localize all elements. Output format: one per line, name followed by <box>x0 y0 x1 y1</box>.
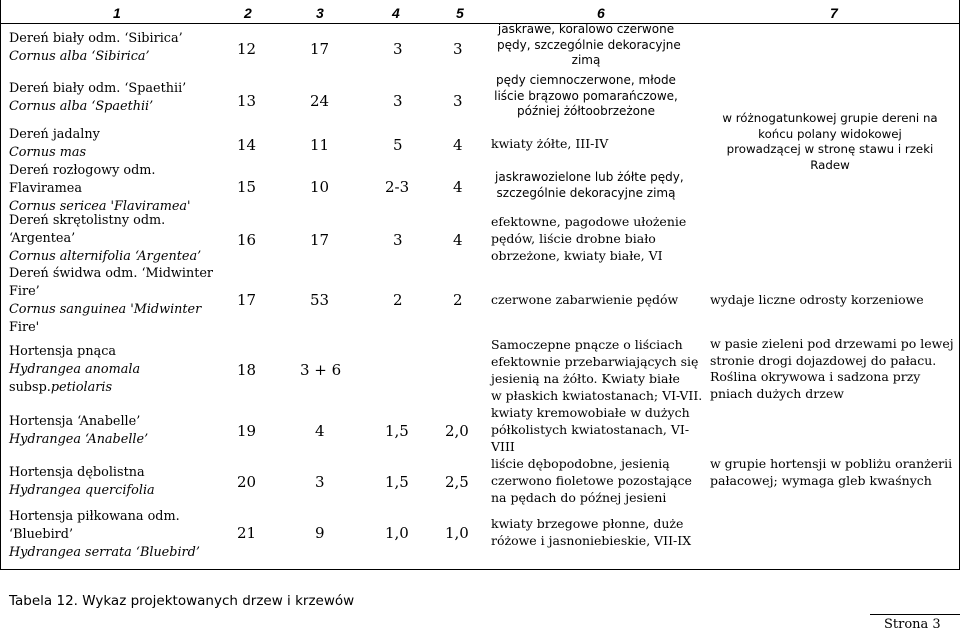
plant-name-pl: Hortensja dębolistna <box>9 465 145 480</box>
plant-location: stronie drogi dojazdowej do pałacu. <box>710 352 937 368</box>
header-col-4: 4 <box>392 5 400 21</box>
plant-location: końcu polany widokowej <box>758 126 902 141</box>
plant-description: liście dębopodobne, jesienią <box>491 456 670 471</box>
plant-name-pl: Dereń rozłogowy odm. <box>9 163 156 178</box>
plant-description: obrzeżone, kwiaty białe, VI <box>491 248 663 263</box>
table-border-left <box>0 0 1 570</box>
plant-description: efektownie przebarwiających się <box>491 354 699 369</box>
plant-description: pędy ciemnoczerwone, młode <box>496 73 676 87</box>
plant-count: 17 <box>310 40 330 58</box>
plant-name-pl: Fire’ <box>9 284 40 299</box>
plant-number: 18 <box>237 361 257 379</box>
plant-description: efektowne, pagodowe ułożenie <box>491 214 687 229</box>
table-caption <box>9 593 354 609</box>
plant-number: 14 <box>237 136 257 154</box>
plant-width: 2,0 <box>445 422 469 440</box>
plant-description: zimą <box>571 53 601 67</box>
footer-rule <box>870 614 960 615</box>
plant-description: pędów, liście drobne biało <box>491 231 656 246</box>
plant-name-pl: Dereń świdwa odm. ‘Midwinter <box>9 266 214 281</box>
plant-height: 3 <box>393 40 403 58</box>
plant-description: jaskrawe, koralowo czerwone <box>497 22 675 36</box>
plant-name-latin: subsp.petiolaris <box>9 380 113 395</box>
plant-location: w pasie zieleni pod drzewami po lewej <box>710 336 954 351</box>
plant-name-pl: ‘Argentea’ <box>9 231 76 246</box>
plant-description: kwiaty żółte, III-IV <box>491 136 609 151</box>
plant-number: 15 <box>237 178 257 196</box>
plant-count: 3 + 6 <box>300 361 342 379</box>
plant-description: liście brązowo pomarańczowe, <box>494 88 678 103</box>
plant-name-pl: Hortensja piłkowana odm. <box>9 509 180 524</box>
plant-height: 2 <box>393 291 403 309</box>
plant-name-pl: Hortensja pnąca <box>9 344 117 359</box>
plant-location: w grupie hortensji w pobliżu oranżerii <box>710 456 953 471</box>
plant-name-latin: Hydrangea serrata ‘Bluebird’ <box>9 545 200 560</box>
plant-name-latin: Cornus alba ‘Spaethii’ <box>9 99 154 114</box>
plant-name-pl: Dereń skrętolistny odm. <box>9 213 166 228</box>
header-col-5: 5 <box>456 5 464 21</box>
plant-name-pl: Flaviramea <box>9 181 83 196</box>
plant-location: prowadzącej w stronę stawu i rzeki <box>726 142 934 156</box>
plant-name-pl: Hortensja ‘Anabelle’ <box>9 414 141 429</box>
plant-count: 17 <box>310 231 330 249</box>
plant-description: półkolistych kwiatostanach, VI- <box>491 422 690 437</box>
plant-name-latin: Cornus sericea 'Flaviramea' <box>9 199 191 214</box>
plant-description: kwiaty brzegowe płonne, duże <box>491 516 684 531</box>
plant-description: różowe i jasnoniebieskie, VII-IX <box>491 533 692 548</box>
plant-description: później żółtoobrzeżone <box>516 104 656 118</box>
plant-number: 21 <box>237 524 257 542</box>
plant-location: Roślina okrywowa i sadzona przy <box>710 369 921 384</box>
plant-height: 1,0 <box>385 524 409 542</box>
plant-count: 4 <box>315 422 325 440</box>
plant-number: 17 <box>237 291 257 309</box>
header-rule <box>0 23 960 24</box>
plant-description: pędy, szczególnie dekoracyjne <box>497 37 681 52</box>
plant-description: VIII <box>491 439 515 454</box>
plant-count: 53 <box>310 291 330 309</box>
plant-location: pałacowej; wymaga gleb kwaśnych <box>710 472 932 488</box>
plant-name-pl: Dereń jadalny <box>9 127 100 142</box>
plant-description: w płaskich kwiatostanach; VI-VII. <box>491 388 703 403</box>
plant-name-latin: Cornus alternifolia ‘Argentea’ <box>9 249 202 264</box>
plant-name-latin: Cornus sanguinea 'Midwinter <box>9 302 202 317</box>
plant-width: 2 <box>453 291 463 309</box>
table-border-bottom <box>0 569 960 570</box>
plant-name-latin: Hydrangea quercifolia <box>9 483 155 498</box>
plant-description: jesienią na żółto. Kwiaty białe <box>491 371 680 386</box>
plant-count: 24 <box>310 92 330 110</box>
plant-width: 3 <box>453 92 463 110</box>
plant-name-pl: Dereń biały odm. ‘Sibirica’ <box>9 31 183 46</box>
page-number: Strona 3 <box>884 617 941 632</box>
plant-height: 3 <box>393 231 403 249</box>
plant-location: w różnogatunkowej grupie dereni na <box>722 111 938 125</box>
header-col-6: 6 <box>597 5 605 21</box>
plant-width: 1,0 <box>445 524 469 542</box>
plant-count: 11 <box>310 136 330 154</box>
plant-name-latin: Hydrangea anomala <box>9 362 141 377</box>
plant-height: 3 <box>393 92 403 110</box>
plant-description: kwiaty kremowobiałe w dużych <box>491 405 690 420</box>
plant-description: czerwono fioletowe pozostające <box>491 473 692 488</box>
plant-height: 1,5 <box>385 473 409 491</box>
header-col-7: 7 <box>830 5 838 21</box>
plant-name-latin: Cornus alba ‘Sibirica’ <box>9 49 150 64</box>
plant-location: Radew <box>810 157 850 172</box>
plant-width: 2,5 <box>445 473 469 491</box>
plant-height: 2-3 <box>385 178 410 196</box>
plant-name-latin: Fire' <box>9 320 40 335</box>
plant-count: 9 <box>315 524 325 542</box>
plant-name-pl: ‘Bluebird’ <box>9 527 74 542</box>
plant-count: 3 <box>315 473 325 491</box>
plant-width: 3 <box>453 40 463 58</box>
plant-height: 5 <box>393 136 403 154</box>
plant-location: wydaje liczne odrosty korzeniowe <box>710 292 924 307</box>
plant-description: czerwone zabarwienie pędów <box>491 292 679 307</box>
plant-count: 10 <box>310 178 330 196</box>
plant-number: 12 <box>237 40 257 58</box>
plant-number: 20 <box>237 473 257 491</box>
plant-width: 4 <box>453 231 463 249</box>
plant-height: 1,5 <box>385 422 409 440</box>
plant-name-pl: Dereń biały odm. ‘Spaethii’ <box>9 81 187 96</box>
plant-width: 4 <box>453 178 463 196</box>
header-col-3: 3 <box>316 5 324 21</box>
plant-name-latin: Cornus mas <box>9 145 87 160</box>
header-col-2: 2 <box>244 5 252 21</box>
header-col-1: 1 <box>113 5 121 21</box>
plant-name-latin: Hydrangea ‘Anabelle’ <box>9 432 149 447</box>
plant-width: 4 <box>453 136 463 154</box>
plant-description: na pędach do późnej jesieni <box>491 490 667 505</box>
plant-location: pniach dużych drzew <box>710 385 844 401</box>
plant-description: jaskrawozielone lub żółte pędy, <box>495 170 684 184</box>
caption-label: Tabela 12. <box>9 593 78 609</box>
plant-description: szczególnie dekoracyjne zimą <box>496 185 676 200</box>
caption-text: Wykaz projektowanych drzew i krzewów <box>77 593 355 609</box>
plant-number: 19 <box>237 422 257 440</box>
plant-number: 16 <box>237 231 257 249</box>
plant-description: Samoczepne pnącze o liściach <box>491 337 683 352</box>
plant-number: 13 <box>237 92 257 110</box>
